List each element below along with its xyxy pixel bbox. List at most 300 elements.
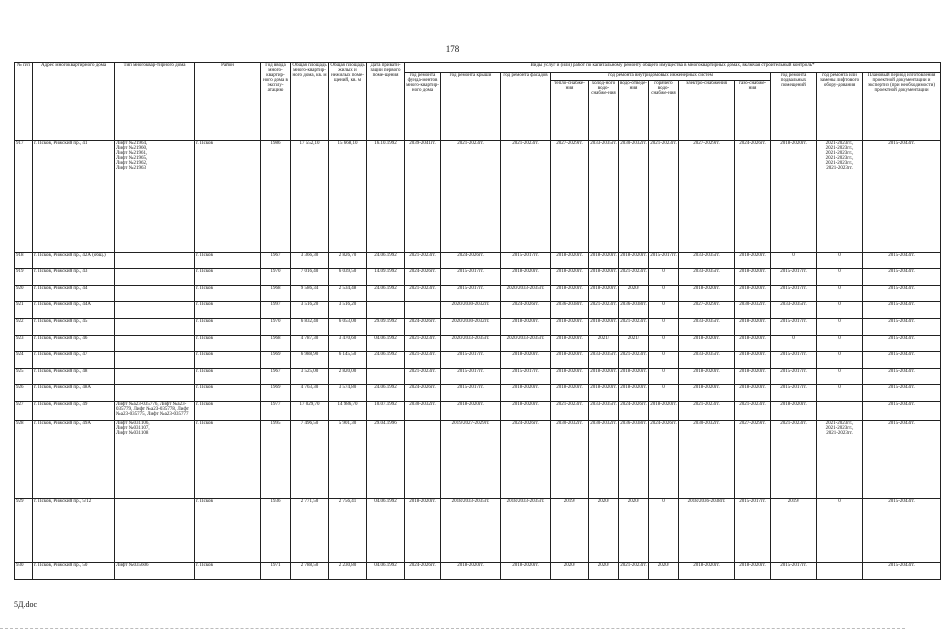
cell-fund: 2030-2032гг. bbox=[405, 402, 441, 421]
cell-facade: 2018-2020гг. bbox=[501, 318, 551, 335]
cell-total: 9 586,34 bbox=[291, 285, 329, 302]
cell-roof: 2020/2030-2032гг. bbox=[441, 302, 501, 319]
cell-elec: 2018-2020гг. bbox=[679, 368, 735, 385]
cell-heat: 2021-2023гг. bbox=[551, 402, 589, 421]
cell-roof: 2020/2030-2032гг. bbox=[441, 318, 501, 335]
cell-lift: 0 bbox=[817, 269, 863, 286]
cell-heat: 2018-2020гг. bbox=[551, 385, 589, 402]
table-row bbox=[15, 252, 941, 269]
cell-facade: 2015-2017гг. bbox=[501, 368, 551, 385]
cell-heat: 2020/ bbox=[551, 563, 589, 580]
cell-plan: 2015-2043гг. bbox=[863, 318, 941, 335]
cell-sewer: 2024-2026гг. bbox=[619, 402, 649, 421]
cell-sewer: 2020/ bbox=[619, 285, 649, 302]
cell-roof: 2018-2020гг. bbox=[441, 402, 501, 421]
page-number: 178 bbox=[445, 44, 460, 54]
cell-year: 1997 bbox=[261, 302, 291, 319]
cell-address: г. Псков, Рижский пр., 48 bbox=[33, 368, 115, 385]
cell-facade: 2018-2020гг. bbox=[501, 563, 551, 580]
cell-total: 2 771,50 bbox=[291, 499, 329, 563]
cell-fund: 2039-2041гг. bbox=[405, 141, 441, 253]
cell-plan: 2015-2043гг. bbox=[863, 563, 941, 580]
cell-fund: 2024-2026гг. bbox=[405, 318, 441, 335]
cell-year: 1967 bbox=[261, 368, 291, 385]
header-cold-water: холод-ного водо-снабже-ния bbox=[589, 81, 619, 141]
cell-gas: 2024-2026гг. bbox=[735, 141, 771, 253]
cell-address: г. Псков, Рижский пр., 5/12 bbox=[33, 499, 115, 563]
cell-num: 925 bbox=[15, 368, 33, 385]
cell-district: г. Псков bbox=[195, 302, 261, 319]
table-row bbox=[15, 352, 941, 369]
cell-roof: 2015-2017гг. bbox=[441, 352, 501, 369]
cell-facade: 2015-2017гг. bbox=[501, 252, 551, 269]
cell-num: 926 bbox=[15, 385, 33, 402]
header-year: Год ввода много-квартир-ного дома в эксплу-атацию bbox=[261, 63, 291, 141]
cell-num: 922 bbox=[15, 318, 33, 335]
cell-gas: 2018-2020гг. bbox=[735, 385, 771, 402]
cell-date: 14.09.1992 bbox=[367, 269, 405, 286]
cell-elec: 2027-2029гг. bbox=[679, 141, 735, 253]
cell-roof: 2015-2017гг. bbox=[441, 368, 501, 385]
cell-cold: 2021-2023гг. bbox=[589, 302, 619, 319]
cell-year: 1970 bbox=[261, 318, 291, 335]
cell-gas: 2018-2020гг. bbox=[735, 318, 771, 335]
cell-year: 1995 bbox=[261, 420, 291, 498]
table-row bbox=[15, 563, 941, 580]
cell-district: г. Псков bbox=[195, 318, 261, 335]
table-row bbox=[15, 335, 941, 352]
cell-type: Лифт №031106, Лифт №031107, Лифт №031108 bbox=[115, 420, 195, 498]
table-row bbox=[15, 499, 941, 563]
cell-address: г. Псков, Рижский пр., 45 bbox=[33, 318, 115, 335]
cell-elec: 2018-2020гг. bbox=[679, 335, 735, 352]
cell-living: 6 053,00 bbox=[329, 318, 367, 335]
cell-facade: 2018/2033-2035гг. bbox=[501, 499, 551, 563]
cell-address: г. Псков, Рижский пр., 44 bbox=[33, 285, 115, 302]
cell-cold: 2020/ bbox=[589, 499, 619, 563]
cell-sewer: 2021-2023гг. bbox=[619, 318, 649, 335]
cell-living: 14 986,70 bbox=[329, 402, 367, 421]
cell-hot: 0 bbox=[649, 385, 679, 402]
header-privatization-date: Дата привати-зации первого поме-щения bbox=[367, 63, 405, 141]
cell-type bbox=[115, 352, 195, 369]
cell-year: 1971 bbox=[261, 563, 291, 580]
capital-repair-table bbox=[14, 62, 941, 580]
cell-living: 2 820,00 bbox=[329, 368, 367, 385]
cell-district: г. Псков bbox=[195, 499, 261, 563]
cell-year: 1970 bbox=[261, 269, 291, 286]
cell-heat: 2018-2020гг. bbox=[551, 318, 589, 335]
cell-cold: 2018-2020гг. bbox=[589, 318, 619, 335]
cell-basement: 2015-2017гг. bbox=[771, 563, 817, 580]
cell-gas: 2018-2020гг. bbox=[735, 335, 771, 352]
cell-heat: 2018-2020гг. bbox=[551, 269, 589, 286]
cell-total: 3 525,00 bbox=[291, 368, 329, 385]
cell-hot: 2024-2026гг. bbox=[649, 420, 679, 498]
cell-roof: 2015-2017гг. bbox=[441, 285, 501, 302]
cell-total: 4 787,30 bbox=[291, 335, 329, 352]
cell-total: 7 496,50 bbox=[291, 420, 329, 498]
cell-year: 1968 bbox=[261, 285, 291, 302]
cell-total: 6 988,90 bbox=[291, 352, 329, 369]
cell-district: г. Псков bbox=[195, 285, 261, 302]
cell-plan: 2015-2043гг. bbox=[863, 385, 941, 402]
cell-type bbox=[115, 368, 195, 385]
cell-hot: 0 bbox=[649, 302, 679, 319]
cell-living: 15 668,10 bbox=[329, 141, 367, 253]
cell-address: г. Псков, Рижский пр., 49 bbox=[33, 402, 115, 421]
cell-facade: 2018-2020гг. bbox=[501, 402, 551, 421]
cell-lift bbox=[817, 563, 863, 580]
cell-heat: 2018-2020гг. bbox=[551, 285, 589, 302]
cell-heat: 2018-2020гг. bbox=[551, 368, 589, 385]
cell-type bbox=[115, 285, 195, 302]
cell-plan: 2015-2043гг. bbox=[863, 368, 941, 385]
cell-district: г. Псков bbox=[195, 385, 261, 402]
cell-fund: 2021-2023гг. bbox=[405, 285, 441, 302]
header-hot-water: горячего водо-снабже-ния bbox=[649, 81, 679, 141]
cell-num: 927 bbox=[15, 402, 33, 421]
cell-living: 2 826,70 bbox=[329, 252, 367, 269]
cell-basement: 2015-2017гг. bbox=[771, 285, 817, 302]
cell-hot: 2020/ bbox=[649, 563, 679, 580]
cell-year: 1986 bbox=[261, 141, 291, 253]
scan-edge-line bbox=[0, 628, 905, 629]
cell-basement: 2018-2020гг. bbox=[771, 402, 817, 421]
cell-num: 923 bbox=[15, 335, 33, 352]
cell-total: 6 832,40 bbox=[291, 318, 329, 335]
cell-elec: 2033-2035гг. bbox=[679, 352, 735, 369]
cell-gas: 2018-2020гг. bbox=[735, 252, 771, 269]
cell-roof: 2018-2020гг. bbox=[441, 563, 501, 580]
table-row bbox=[15, 269, 941, 286]
cell-roof: 2019/2027-2029гг. bbox=[441, 420, 501, 498]
cell-elec: 2033-2035гг. bbox=[679, 318, 735, 335]
cell-district: г. Псков bbox=[195, 252, 261, 269]
header-num: № п/п bbox=[15, 63, 33, 141]
cell-address: г. Псков, Рижский пр., 46 bbox=[33, 335, 115, 352]
cell-heat: 2019/ bbox=[551, 499, 589, 563]
cell-basement: 2015-2017гг. bbox=[771, 352, 817, 369]
cell-total: 2 788,50 bbox=[291, 563, 329, 580]
table-row bbox=[15, 141, 941, 253]
cell-living: 2 534,48 bbox=[329, 285, 367, 302]
table-body bbox=[15, 141, 941, 580]
cell-basement: 2018-2020гг. bbox=[771, 141, 817, 253]
cell-living: 6 145,50 bbox=[329, 352, 367, 369]
cell-elec: 2018-2020гг. bbox=[679, 563, 735, 580]
cell-sewer: 2021-2023гг. bbox=[619, 563, 649, 580]
cell-roof: 2021-2023гг. bbox=[441, 141, 501, 253]
cell-fund: 2021-2023гг. bbox=[405, 252, 441, 269]
cell-lift: 0 bbox=[817, 385, 863, 402]
cell-living: 3 574,80 bbox=[329, 385, 367, 402]
cell-lift: 0 bbox=[817, 285, 863, 302]
cell-elec: 2030-2032гг. bbox=[679, 420, 735, 498]
cell-hot: 2018-2020гг. bbox=[649, 402, 679, 421]
cell-date bbox=[367, 368, 405, 385]
cell-roof: 2015-2017гг. bbox=[441, 269, 501, 286]
cell-sewer: 2036-2038гг. bbox=[619, 420, 649, 498]
cell-heat: 2018-2020гг. bbox=[551, 335, 589, 352]
cell-facade: 2018-2020гг. bbox=[501, 269, 551, 286]
table-row bbox=[15, 420, 941, 498]
header-facade: год ремонта фасадов bbox=[501, 73, 551, 141]
cell-elec: 2027-2029гг. bbox=[679, 302, 735, 319]
cell-gas: 2030-2032гг. bbox=[735, 302, 771, 319]
cell-plan: 2015-2043гг. bbox=[863, 141, 941, 253]
cell-type bbox=[115, 385, 195, 402]
header-lift-repair: год ремонта или замены лифтового обору-дования bbox=[817, 73, 863, 141]
cell-basement: 2015-2017гг. bbox=[771, 385, 817, 402]
cell-year: 1968 bbox=[261, 335, 291, 352]
cell-lift: 0 bbox=[817, 368, 863, 385]
cell-cold: 2021/ bbox=[589, 335, 619, 352]
cell-plan: 2015-2043гг. bbox=[863, 402, 941, 421]
cell-facade: 2024-2026гг. bbox=[501, 302, 551, 319]
cell-type bbox=[115, 269, 195, 286]
cell-lift: 0 bbox=[817, 302, 863, 319]
cell-type bbox=[115, 499, 195, 563]
cell-living: 5 901,30 bbox=[329, 420, 367, 498]
cell-living: 6 039,50 bbox=[329, 269, 367, 286]
cell-type: Лифт №21964, Лифт №21960, Лифт №21961, Лифт №21965, Лифт №21962, Лифт №21963 bbox=[115, 141, 195, 253]
cell-sewer: 2018-2020гг. bbox=[619, 368, 649, 385]
cell-fund: 2018-2020гг. bbox=[405, 499, 441, 563]
cell-roof: 2020/2033-2035гг. bbox=[441, 335, 501, 352]
cell-lift: 0 bbox=[817, 252, 863, 269]
cell-elec: 2033-2035гг. bbox=[679, 252, 735, 269]
cell-num: 929 bbox=[15, 499, 33, 563]
cell-cold: 2018-2020гг. bbox=[589, 368, 619, 385]
cell-gas: 2018-2020гг. bbox=[735, 563, 771, 580]
cell-gas: 2015-2017гг. bbox=[735, 499, 771, 563]
cell-date: 24.06.1992 bbox=[367, 285, 405, 302]
cell-hot: 0 bbox=[649, 499, 679, 563]
table-row bbox=[15, 368, 941, 385]
cell-date: 16.10.1992 bbox=[367, 141, 405, 253]
cell-address: г. Псков, Рижский пр., 47 bbox=[33, 352, 115, 369]
cell-num: 917 bbox=[15, 141, 33, 253]
cell-num: 918 bbox=[15, 252, 33, 269]
cell-cold: 2020/ bbox=[589, 563, 619, 580]
cell-living: 2 756,41 bbox=[329, 499, 367, 563]
cell-date: 24.06.1992 bbox=[367, 385, 405, 402]
cell-date: 04.06.1992 bbox=[367, 563, 405, 580]
cell-living: 3 470,60 bbox=[329, 335, 367, 352]
header-total-area: Общая площадь много-квартир-ного дома, кв. м bbox=[291, 63, 329, 141]
cell-cold: 2033-2035гг. bbox=[589, 141, 619, 253]
cell-fund: 2024-2026гг. bbox=[405, 269, 441, 286]
cell-lift bbox=[817, 402, 863, 421]
cell-address: г. Псков, Рижский пр., 44А bbox=[33, 302, 115, 319]
cell-gas: 2021-2023гг. bbox=[735, 402, 771, 421]
cell-plan: 2015-2043гг. bbox=[863, 302, 941, 319]
cell-type: Лифт №035606 bbox=[115, 563, 195, 580]
cell-address: г. Псков, Рижский пр., 50 bbox=[33, 563, 115, 580]
cell-gas: 2027-2029гг. bbox=[735, 420, 771, 498]
cell-lift: 2021-2023гг., 2021-2023гг., 2021-2023гг., 2021-2023гг., 2021-2023гг., 2021-2023гг. bbox=[817, 141, 863, 253]
cell-type bbox=[115, 302, 195, 319]
cell-date: 29.09.1992 bbox=[367, 318, 405, 335]
cell-roof: 2018/2033-2035гг. bbox=[441, 499, 501, 563]
cell-facade: 2018-2020гг. bbox=[501, 385, 551, 402]
header-gas: газо-снабже-ния bbox=[735, 81, 771, 141]
cell-basement: 0 bbox=[771, 335, 817, 352]
cell-district: г. Псков bbox=[195, 141, 261, 253]
cell-facade: 2020/2033-2035гг. bbox=[501, 335, 551, 352]
cell-cold: 2018-2020гг. bbox=[589, 252, 619, 269]
cell-fund: 2024-2026гг. bbox=[405, 563, 441, 580]
cell-hot: 0 bbox=[649, 269, 679, 286]
table-row bbox=[15, 318, 941, 335]
cell-plan: 2015-2043гг. bbox=[863, 352, 941, 369]
cell-total: 17 029,70 bbox=[291, 402, 329, 421]
cell-elec: 2018/2036-2038гг. bbox=[679, 499, 735, 563]
cell-basement: 2019/ bbox=[771, 499, 817, 563]
cell-facade: 2024-2026гг. bbox=[501, 420, 551, 498]
cell-elec: 2018-2020гг. bbox=[679, 285, 735, 302]
cell-roof: 2015-2017гг. bbox=[441, 385, 501, 402]
cell-date: 24.06.1992 bbox=[367, 252, 405, 269]
cell-num: 930 bbox=[15, 563, 33, 580]
cell-fund: 2024-2026гг. bbox=[405, 385, 441, 402]
cell-heat: 2018-2020гг. bbox=[551, 352, 589, 369]
cell-cold: 2018-2020гг. bbox=[589, 285, 619, 302]
cell-living: 2 230,80 bbox=[329, 563, 367, 580]
cell-elec: 2021-2023гг. bbox=[679, 402, 735, 421]
cell-cold: 2030-2032гг. bbox=[589, 420, 619, 498]
cell-hot: 0 bbox=[649, 352, 679, 369]
cell-district: г. Псков bbox=[195, 563, 261, 580]
cell-sewer: 2021-2023гг. bbox=[619, 352, 649, 369]
header-electric: электро-снабжения bbox=[679, 81, 735, 141]
cell-cold: 2033-2035гг. bbox=[589, 352, 619, 369]
cell-sewer: 2036-2038гг. bbox=[619, 302, 649, 319]
cell-address: г. Псков, Рижский пр., 42А (общ.) bbox=[33, 252, 115, 269]
cell-total: 17 552,10 bbox=[291, 141, 329, 253]
table-row bbox=[15, 385, 941, 402]
cell-district: г. Псков bbox=[195, 420, 261, 498]
cell-plan: 2015-2043гг. bbox=[863, 420, 941, 498]
cell-plan: 2015-2043гг. bbox=[863, 252, 941, 269]
cell-district: г. Псков bbox=[195, 269, 261, 286]
cell-plan: 2015-2043гг. bbox=[863, 285, 941, 302]
cell-hot: 0 bbox=[649, 368, 679, 385]
cell-district: г. Псков bbox=[195, 402, 261, 421]
cell-year: 1967 bbox=[261, 252, 291, 269]
cell-cold: 2018-2020гг. bbox=[589, 385, 619, 402]
cell-hot: 2015-2017гг. bbox=[649, 252, 679, 269]
cell-heat: 2027-2029гг. bbox=[551, 141, 589, 253]
cell-num: 928 bbox=[15, 420, 33, 498]
cell-basement: 2015-2017гг. bbox=[771, 368, 817, 385]
cell-fund bbox=[405, 302, 441, 319]
cell-num: 921 bbox=[15, 302, 33, 319]
cell-fund: 2021-2023гг. bbox=[405, 352, 441, 369]
cell-gas: 2018-2020гг. bbox=[735, 368, 771, 385]
cell-plan: 2015-2043гг. bbox=[863, 499, 941, 563]
cell-sewer: 2020/ bbox=[619, 499, 649, 563]
cell-type bbox=[115, 318, 195, 335]
cell-sewer: 2018-2020гг. bbox=[619, 252, 649, 269]
cell-lift: 0 bbox=[817, 318, 863, 335]
cell-address: г. Псков, Рижский пр., 43 bbox=[33, 269, 115, 286]
cell-fund: 2021-2023гг. bbox=[405, 335, 441, 352]
cell-lift: 2021-2023гг., 2021-2023гг., 2021-2023гг. bbox=[817, 420, 863, 498]
cell-heat: 2030-2032гг. bbox=[551, 420, 589, 498]
cell-cold: 2033-2035гг. bbox=[589, 402, 619, 421]
cell-type: Лифт №а23-035776, Лифт №а23-035779, Лифт №а23-035778, Лифт №а23-035775, Лифт №а23-035777 bbox=[115, 402, 195, 421]
cell-date: 24.06.1992 bbox=[367, 352, 405, 369]
cell-type bbox=[115, 252, 195, 269]
table-row bbox=[15, 302, 941, 319]
cell-cold: 2018-2020гг. bbox=[589, 269, 619, 286]
cell-fund: 2021-2023гг. bbox=[405, 368, 441, 385]
cell-year: 1969 bbox=[261, 385, 291, 402]
cell-date: 29.04.1996 bbox=[367, 420, 405, 498]
header-plan-period: Плановый период изготовления проектной документации и экспертиз (при необходимости) проектной документации bbox=[863, 73, 941, 141]
cell-plan: 2015-2043гг. bbox=[863, 269, 941, 286]
cell-gas: 2018-2020гг. bbox=[735, 352, 771, 369]
cell-date: 04.06.1992 bbox=[367, 499, 405, 563]
cell-num: 920 bbox=[15, 285, 33, 302]
cell-sewer: 2018-2020гг. bbox=[619, 385, 649, 402]
cell-hot: 2021-2023гг. bbox=[649, 141, 679, 253]
header-living-area: Общая площадь жилых и нежилых поме-щений, кв. м bbox=[329, 63, 367, 141]
header-district: Район bbox=[195, 63, 261, 141]
cell-address: г. Псков, Рижский пр., 49А bbox=[33, 420, 115, 498]
cell-basement: 2015-2017гг. bbox=[771, 269, 817, 286]
footer-filename: 5Д.doc bbox=[14, 600, 38, 609]
cell-facade: 2018-2020гг. bbox=[501, 352, 551, 369]
header-heat: тепло-снабже-ния bbox=[551, 81, 589, 141]
cell-date bbox=[367, 302, 405, 319]
cell-basement: 2033-2035гг. bbox=[771, 302, 817, 319]
cell-year: 1936 bbox=[261, 499, 291, 563]
cell-lift: 0 bbox=[817, 499, 863, 563]
cell-year: 1969 bbox=[261, 352, 291, 369]
cell-elec: 2033-2035гг. bbox=[679, 269, 735, 286]
cell-gas: 2018-2020гг. bbox=[735, 269, 771, 286]
cell-sewer: 2021-2023гг. bbox=[619, 269, 649, 286]
header-address: Адрес многоквартирного дома bbox=[33, 63, 115, 141]
cell-basement: 0 bbox=[771, 252, 817, 269]
cell-plan: 2015-2043гг. bbox=[863, 335, 941, 352]
header-lift-type: Тип многоквар-тирного дома bbox=[115, 63, 195, 141]
cell-total: 3 516,20 bbox=[291, 302, 329, 319]
cell-basement: 2015-2017гг. bbox=[771, 318, 817, 335]
cell-district: г. Псков bbox=[195, 352, 261, 369]
cell-living: 3 516,20 bbox=[329, 302, 367, 319]
cell-date: 10.07.1992 bbox=[367, 402, 405, 421]
cell-fund bbox=[405, 420, 441, 498]
cell-year: 1977 bbox=[261, 402, 291, 421]
header-fund: год ремонта фунда-ментов много-квартир-ного дома bbox=[405, 73, 441, 141]
header-basement: год ремонта подвальных помещений bbox=[771, 73, 817, 141]
cell-sewer: 2021/ bbox=[619, 335, 649, 352]
cell-hot: 0 bbox=[649, 285, 679, 302]
cell-address: г. Псков, Рижский пр., 41 bbox=[33, 141, 115, 253]
cell-roof: 2024-2026гг. bbox=[441, 252, 501, 269]
cell-heat: 2018-2020гг. bbox=[551, 252, 589, 269]
cell-elec: 2018-2020гг. bbox=[679, 385, 735, 402]
table-row bbox=[15, 402, 941, 421]
cell-facade: 2021-2023гг. bbox=[501, 141, 551, 253]
cell-lift: 0 bbox=[817, 335, 863, 352]
header-sewer: водо-отведе-ния bbox=[619, 81, 649, 141]
header-roof: год ремонта крыши bbox=[441, 73, 501, 141]
